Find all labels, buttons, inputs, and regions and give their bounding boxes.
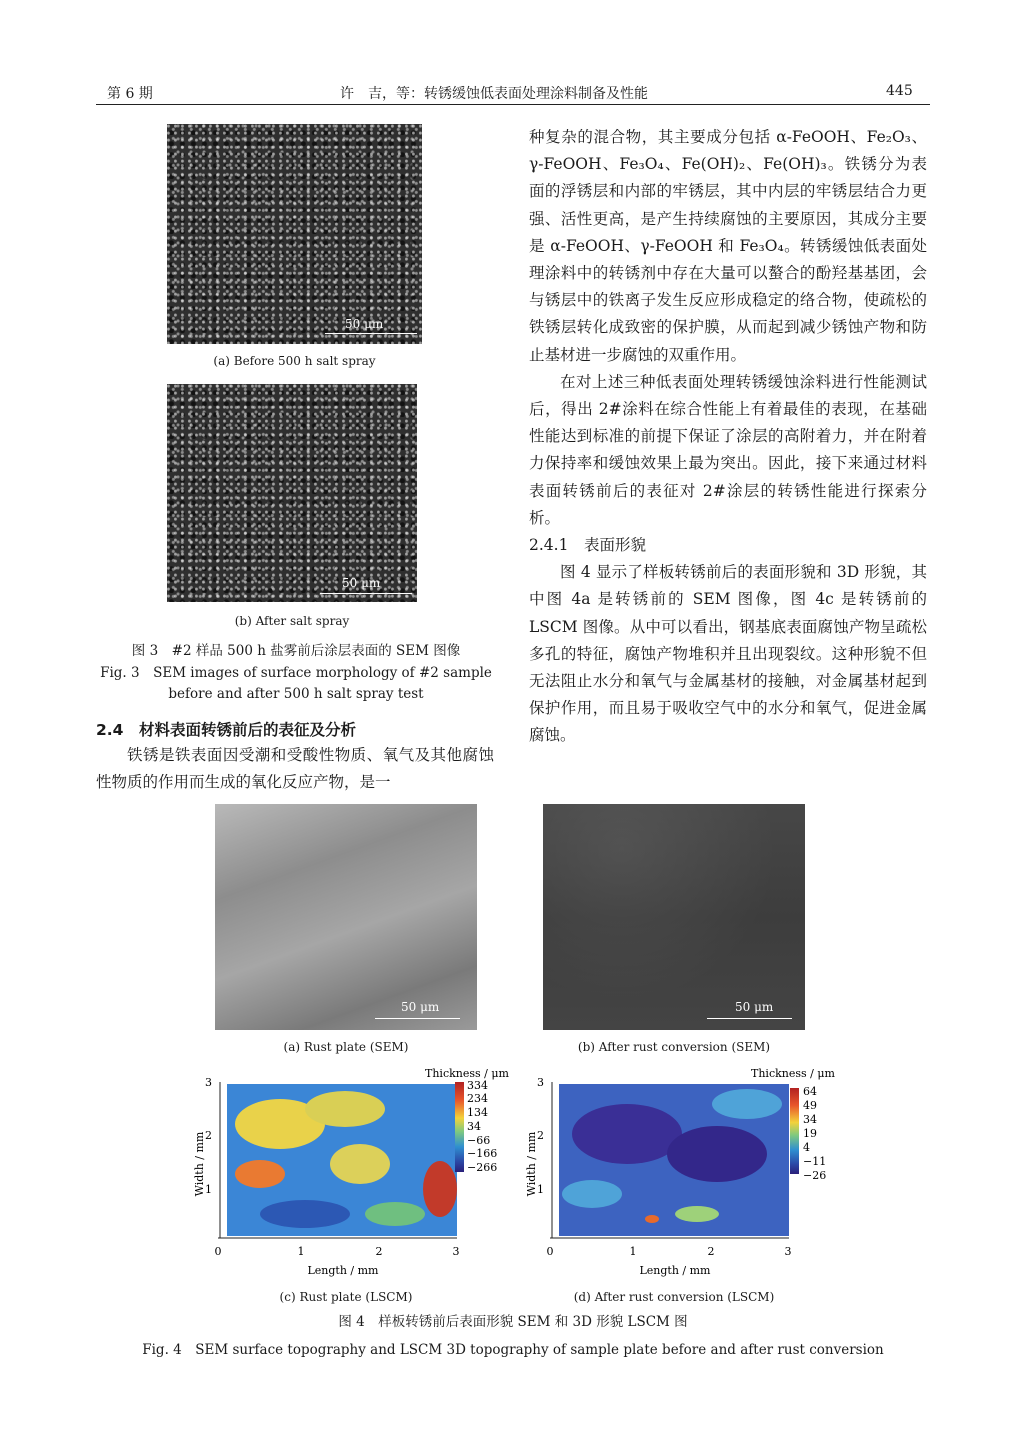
surface-mid (365, 1202, 425, 1226)
fig4d-caption: (d) After rust conversion (LSCM) (573, 1290, 775, 1304)
colorbar-tick: 334 (467, 1079, 488, 1092)
colorbar (790, 1088, 799, 1174)
y-tick-label: 1 (537, 1183, 544, 1196)
y-axis-label: Width / mm (525, 1131, 538, 1197)
fig4d-lscm-chart (517, 1064, 847, 1280)
paragraph-surface-morphology: 图 4 显示了样板转锈前后的表面形貌和 3D 形貌，其中图 4a 是转锈前的 SEM 图像，图 4c 是转锈前的 LSCM 图像。从中可以看出，钢基底表面腐蚀产物呈疏松多孔的特征，腐蚀产物堆积并且出现裂纹。这种形貌不但无法阻止水分和氧气与金属基材的接触，对金属基材起到保护作用，而且易于吸收空气中的水分和氧气，促进金属腐蚀。 (529, 563, 927, 745)
colorbar-tick: 234 (467, 1092, 488, 1105)
y-tick-label: 2 (537, 1129, 544, 1142)
x-axis-label: Length / mm (639, 1264, 711, 1277)
surface-peak (645, 1215, 659, 1223)
fig3b-sem-image (167, 384, 417, 602)
surface-ridge (675, 1206, 719, 1222)
fig4b-sem-image (543, 804, 805, 1030)
fig4a-sem-image (215, 804, 477, 1030)
running-title: 许 吉，等：转锈缓蚀低表面处理涂料制备及性能 (340, 86, 648, 102)
y-tick-label: 1 (205, 1183, 212, 1196)
subsection-heading: 2.4.1 表面形貌 (529, 536, 646, 555)
colorbar-title: Thickness / μm (425, 1067, 509, 1080)
colorbar-tick: 34 (467, 1120, 481, 1133)
y-tick-label: 3 (205, 1076, 212, 1089)
section-intro-paragraph: 铁锈是铁表面因受潮和受酸性物质、氧气及其他腐蚀性物质的作用而生成的氧化反应产物，是一 (96, 746, 494, 792)
fig4a-caption: (a) Rust plate (SEM) (283, 1040, 409, 1054)
surface-peak (423, 1161, 457, 1217)
fig4b-caption: (b) After rust conversion (SEM) (577, 1040, 771, 1054)
colorbar-title: Thickness / μm (751, 1067, 835, 1080)
fig3b-caption: (b) After salt spray (234, 614, 350, 628)
x-tick-label: 1 (297, 1245, 305, 1258)
y-axis-label: Width / mm (193, 1131, 206, 1197)
x-tick-label: 2 (707, 1245, 715, 1258)
surface-valley (667, 1126, 767, 1182)
x-tick-label: 3 (452, 1245, 460, 1258)
scale-bar (320, 593, 412, 594)
fig3-caption-cn: 图 3 #2 样品 500 h 盐雾前后涂层表面的 SEM 图像 (131, 643, 461, 659)
fig3a-caption: (a) Before 500 h salt spray (213, 354, 376, 368)
colorbar-tick: 134 (467, 1106, 488, 1119)
colorbar-tick: −266 (467, 1161, 498, 1174)
section-heading: 2.4 材料表面转锈前后的表征及分析 (96, 721, 356, 739)
colorbar-tick: 19 (803, 1127, 817, 1140)
colorbar-tick: 49 (803, 1099, 817, 1112)
fig4-caption-en: Fig. 4 SEM surface topography and LSCM 3D topography of sample plate before and after rust conversion (142, 1342, 884, 1358)
page-number: 445 (886, 83, 913, 99)
surface-ridge (330, 1144, 390, 1184)
scale-label: 50 μm (342, 576, 381, 590)
scale-bar (325, 333, 417, 334)
x-tick-label: 1 (629, 1245, 637, 1258)
scale-bar (707, 1018, 792, 1019)
paragraph-rust-composition: 种复杂的混合物，其主要成分包括 α-FeOOH、Fe₂O₃、γ-FeOOH、Fe₃O₄、Fe(OH)₂、Fe(OH)₃。铁锈分为表面的浮锈层和内部的牢锈层，其中内层的牢锈层结合力更强、活性更高，是产生持续腐蚀的主要原因，其成分主要是 α-FeOOH、γ-FeOOH 和 Fe₃O₄。转锈缓蚀低表面处理涂料中的转锈剂中存在大量可以螯合的酚羟基基团，会与锈层中的铁离子发生反应形成稳定的络合物，使疏松的铁锈层转化成致密的保护膜，从而起到减少锈蚀产物和防止基材进一步腐蚀的双重作用。 (529, 128, 927, 364)
x-tick-label: 2 (375, 1245, 383, 1258)
colorbar-tick: 34 (803, 1113, 817, 1126)
y-tick-label: 3 (537, 1076, 544, 1089)
fig4-caption-cn: 图 4 样板转锈前后表面形貌 SEM 和 3D 形貌 LSCM 图 (338, 1314, 688, 1330)
surface-peak (235, 1160, 285, 1188)
x-tick-label: 0 (214, 1245, 222, 1258)
x-axis-label: Length / mm (307, 1264, 379, 1277)
surface-valley (572, 1104, 682, 1164)
colorbar-tick: 4 (803, 1141, 810, 1154)
fig3-caption-en-2: before and after 500 h salt spray test (168, 686, 424, 702)
fig4c-caption: (c) Rust plate (LSCM) (279, 1290, 413, 1304)
scale-label: 50 μm (401, 1000, 440, 1014)
lscm-surface (227, 1084, 457, 1236)
y-tick-label: 2 (205, 1129, 212, 1142)
paragraph-coating-selection: 在对上述三种低表面处理转锈缓蚀涂料进行性能测试后，得出 2#涂料在综合性能上有着最佳的表现，在基础性能达到标准的前提下保证了涂层的高附着力，并在附着力保持率和缓蚀效果上最为突出。因此，接下来通过材料表面转锈前后的表征对 2#涂层的转锈性能进行探索分析。 (529, 372, 927, 527)
scale-bar (375, 1018, 460, 1019)
fig3a-sem-image (167, 124, 422, 344)
surface-valley (260, 1200, 350, 1228)
scale-label: 50 μm (345, 317, 384, 331)
colorbar-tick: −26 (803, 1169, 827, 1182)
right-column-text (529, 124, 927, 750)
journal-issue: 第 6 期 (107, 86, 153, 102)
lscm-surface (559, 1084, 789, 1236)
colorbar-tick: −11 (803, 1155, 827, 1168)
surface-mid (712, 1089, 782, 1119)
colorbar-tick: −166 (467, 1147, 498, 1160)
x-tick-label: 0 (546, 1245, 554, 1258)
surface-mid (562, 1180, 622, 1208)
scale-label: 50 μm (735, 1000, 774, 1014)
header-rule (96, 104, 930, 105)
fig3-caption-en-1: Fig. 3 SEM images of surface morphology of #2 sample (100, 665, 492, 681)
colorbar-tick: 64 (803, 1085, 817, 1098)
colorbar (455, 1082, 464, 1172)
colorbar-tick: −66 (467, 1134, 491, 1147)
x-tick-label: 3 (784, 1245, 792, 1258)
surface-ridge (305, 1091, 385, 1127)
fig4c-lscm-chart (185, 1064, 515, 1280)
